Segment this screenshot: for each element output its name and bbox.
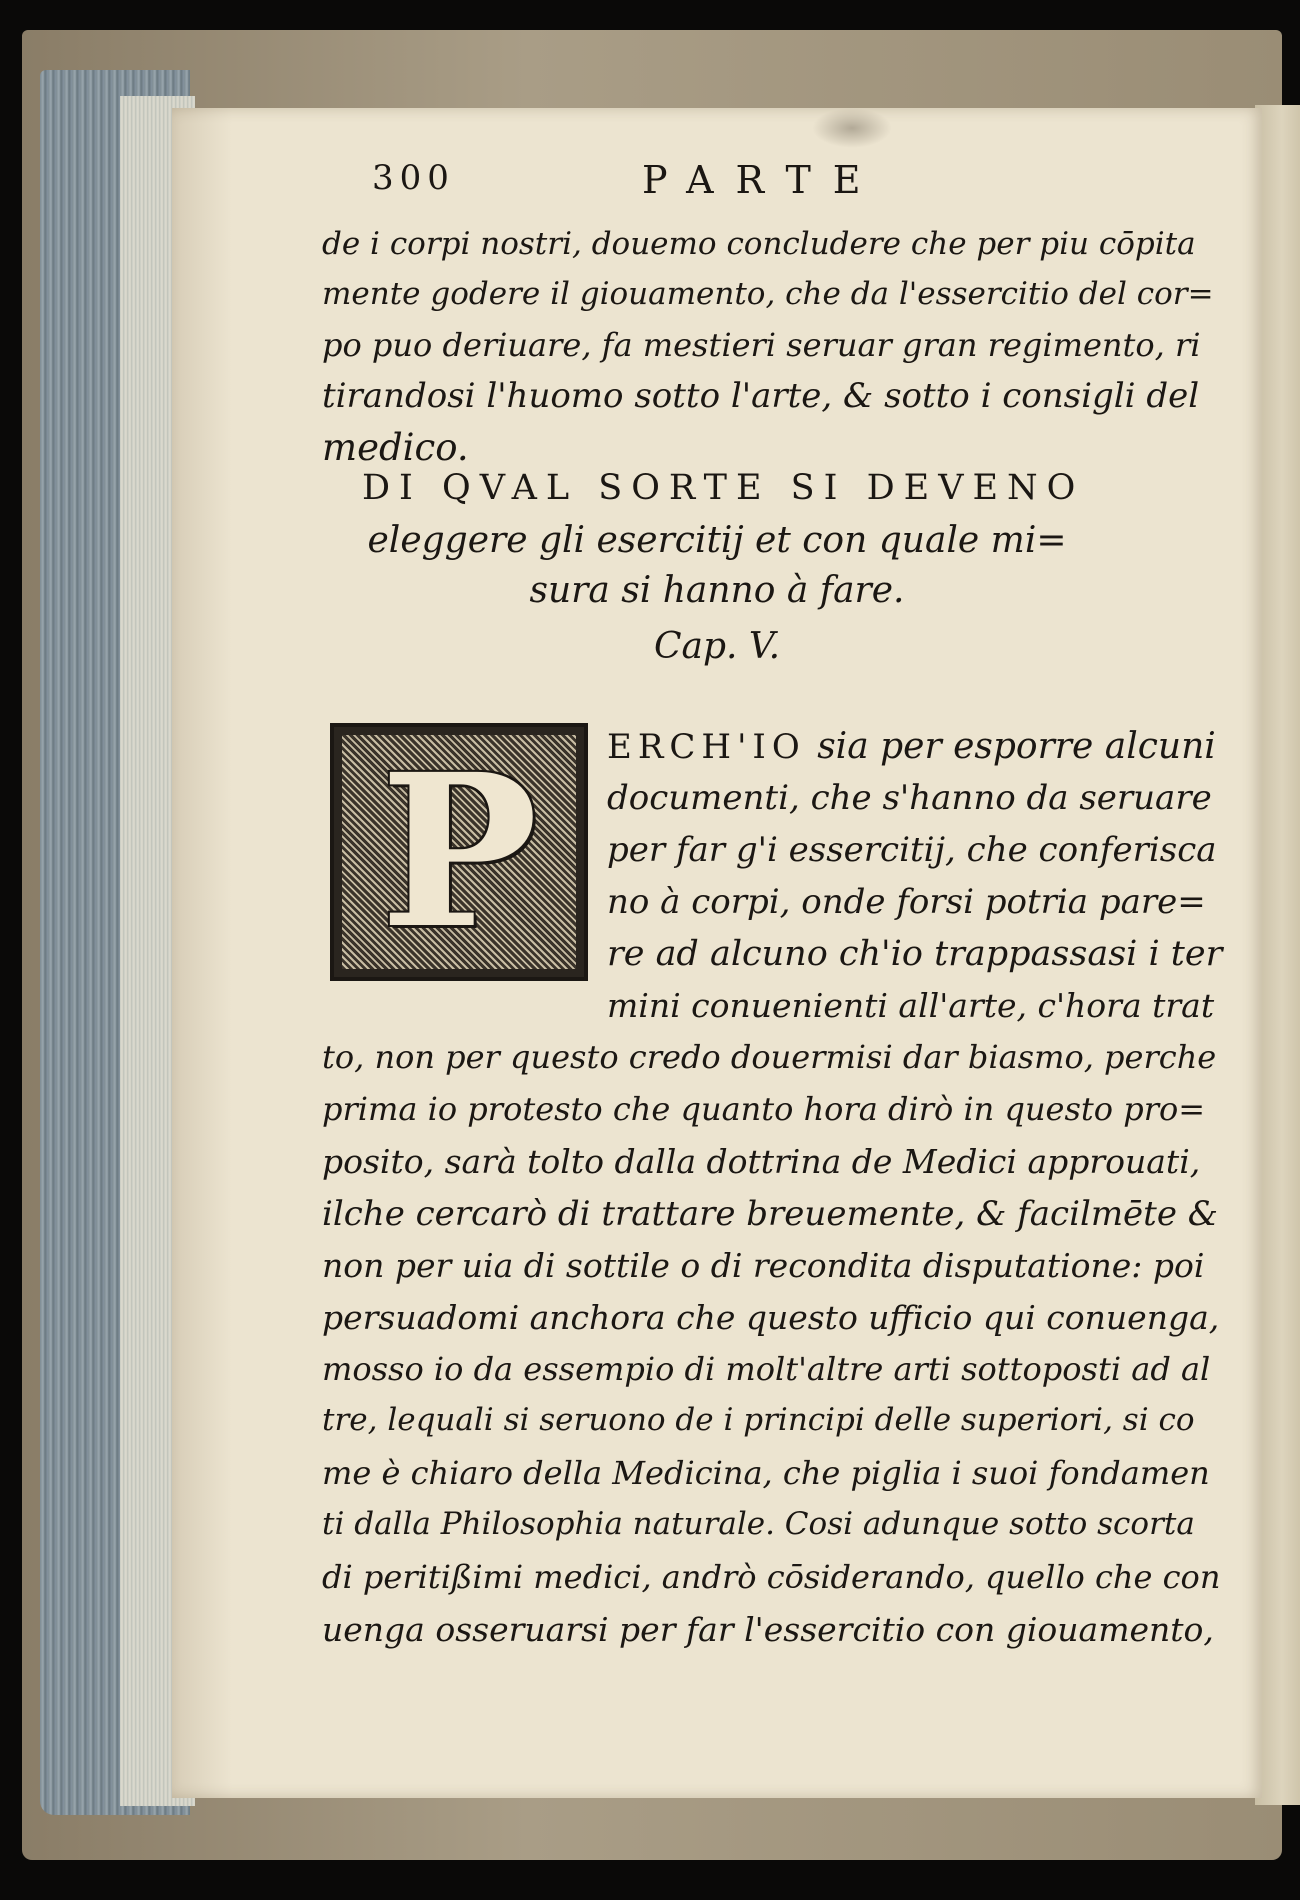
- text-line: di peritißimi medici, andrò cōsiderando, quello che con: [322, 1558, 1221, 1596]
- text-line: po puo deriuare, fa mestieri seruar gran regimento, ri: [322, 326, 1201, 364]
- text-line: non per uia di sottile o di recondita disputatione: poi: [322, 1246, 1205, 1285]
- text-line: posito, sarà tolto dalla dottrina de Medici approuati,: [322, 1142, 1201, 1181]
- decorated-initial: [330, 723, 588, 981]
- text-line: prima io protesto che quanto hora dirò in questo pro=: [322, 1090, 1206, 1128]
- text-line: mosso io da essempio di molt'altre arti sottoposti ad al: [322, 1350, 1211, 1388]
- text-line: medico.: [322, 426, 469, 469]
- text-line: tirandosi l'huomo sotto l'arte, & sotto i consigli del: [322, 376, 1200, 416]
- text-line: no à corpi, onde forsi potria pare=: [607, 882, 1206, 922]
- text-line: ti dalla Philosophia naturale. Cosi adunque sotto scorta: [322, 1506, 1195, 1542]
- chapter-label: Cap. V.: [653, 626, 781, 667]
- text-line: de i corpi nostri, douemo concludere che per piu cōpita: [322, 226, 1196, 262]
- book-page: [172, 108, 1262, 1798]
- text-line: per far g'i essercitij, che conferisca: [607, 830, 1217, 870]
- text-line: documenti, che s'hanno da seruare: [607, 778, 1212, 818]
- chapter-heading-line: sura si hanno à fare.: [529, 570, 905, 611]
- text-line: to, non per questo credo douermisi dar biasmo, perche: [322, 1038, 1217, 1076]
- chapter-heading-line: eleggere gli esercitij et con quale mi=: [367, 520, 1067, 561]
- text-line: mini conuenienti all'arte, c'hora trat: [607, 986, 1215, 1025]
- initial-ornament: [342, 728, 576, 975]
- page-text: [172, 108, 1262, 1798]
- text-line: me è chiaro della Medicina, che piglia i suoi fondamen: [322, 1454, 1210, 1492]
- text-line: uenga osseruarsi per far l'essercitio con giouamento,: [322, 1610, 1214, 1649]
- lead-caps: ERCH'IO: [607, 727, 806, 767]
- text-line: [607, 726, 1216, 767]
- text-line: re ad alcuno ch'io trappassasi i ter: [607, 934, 1223, 974]
- running-title: PARTE: [642, 158, 883, 202]
- initial-letter: P: [380, 728, 538, 975]
- text-line: persuadomi anchora che questo ufficio qui conuenga,: [322, 1298, 1220, 1337]
- text-line: ilche cercarò di trattare breuemente, & facilmēte &: [322, 1194, 1219, 1234]
- text-line-rest: sia per esporre alcuni: [817, 726, 1216, 767]
- page-number: 300: [372, 158, 455, 198]
- text-line: mente godere il giouamento, che da l'essercitio del cor=: [322, 276, 1214, 312]
- chapter-heading: DI QVAL SORTE SI DEVENO: [362, 468, 1085, 508]
- text-line: tre, lequali si seruono de i principi delle superiori, si co: [322, 1402, 1195, 1438]
